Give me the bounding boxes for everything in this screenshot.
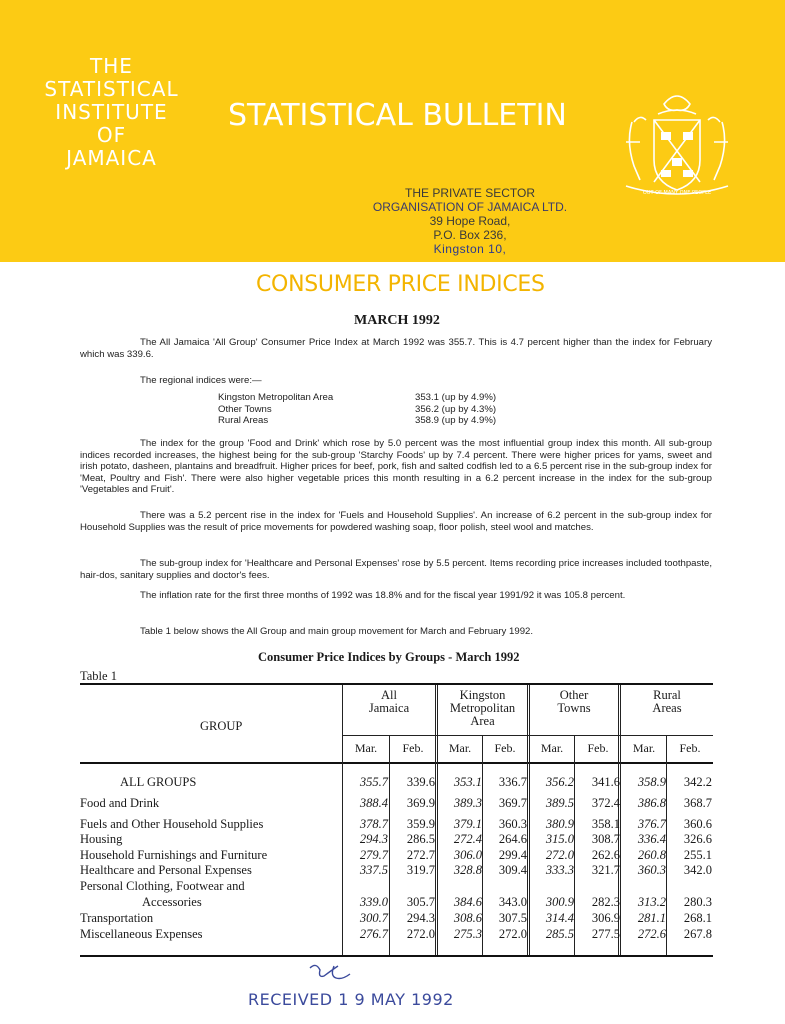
subheader-feb: Feb. xyxy=(402,741,424,755)
cell-february: 282.3 xyxy=(591,895,620,909)
row-label: Household Furnishings and Furniture xyxy=(80,848,268,862)
cell-february: 321.7 xyxy=(591,863,620,877)
table-row xyxy=(80,832,713,846)
institute-line: OF xyxy=(96,123,127,147)
table-row xyxy=(80,775,713,789)
address-line: ORGANISATION OF JAMAICA LTD. xyxy=(372,200,568,214)
table-row xyxy=(80,927,713,941)
table-row xyxy=(80,796,713,810)
cell-february: 339.6 xyxy=(406,775,435,789)
cell-march: 336.4 xyxy=(637,832,666,846)
cell-march: 294.3 xyxy=(359,832,388,846)
subheader-mar: Mar. xyxy=(354,741,378,755)
cell-february: 372.4 xyxy=(591,796,620,810)
bulletin-title: STATISTICAL BULLETIN xyxy=(228,98,567,133)
cell-march: 272.0 xyxy=(545,848,574,862)
subheader-mar: Mar. xyxy=(540,741,564,755)
cell-february: 272.0 xyxy=(406,927,435,941)
paragraph-healthcare: The sub-group index for 'Healthcare and Personal Expenses' rose by 5.5 percent. Items recording price increases included toothpaste, hair-dos, sanitary supplies and doctor's fees. xyxy=(80,558,712,581)
region-header-line: Other xyxy=(559,688,589,702)
paragraph-table-intro: Table 1 below shows the All Group and main group movement for March and February 1992. xyxy=(140,626,534,637)
cell-february: 307.5 xyxy=(498,911,527,925)
subheader-feb: Feb. xyxy=(679,741,701,755)
region-header-line: Area xyxy=(470,714,495,728)
cell-february: 299.4 xyxy=(498,848,527,862)
cell-february: 272.0 xyxy=(498,927,527,941)
table-rule-bottom xyxy=(80,955,713,957)
cell-march: 355.7 xyxy=(359,775,388,789)
crest-motto: OUT OF MANY ONE PEOPLE xyxy=(642,190,712,196)
row-label: Food and Drink xyxy=(80,796,160,810)
row-label: Transportation xyxy=(80,911,154,925)
cell-march: 313.2 xyxy=(637,895,666,909)
row-label: Personal Clothing, Footwear and xyxy=(80,879,245,893)
cell-february: 369.7 xyxy=(498,796,527,810)
cell-march: 300.7 xyxy=(359,911,388,925)
cell-february: 262.6 xyxy=(591,848,620,862)
address-line: P.O. Box 236, xyxy=(433,228,507,242)
cell-february: 369.9 xyxy=(406,796,435,810)
address-line: THE PRIVATE SECTOR xyxy=(404,186,536,200)
subheader-mar: Mar. xyxy=(448,741,472,755)
cell-march: 376.7 xyxy=(637,817,666,831)
region-header-all-jamaica xyxy=(343,689,435,715)
cell-february: 294.3 xyxy=(406,911,435,925)
institute-name xyxy=(24,55,199,170)
table-row xyxy=(80,879,713,893)
report-month: MARCH 1992 xyxy=(354,313,440,328)
cell-february: 360.3 xyxy=(498,817,527,831)
cell-march: 356.2 xyxy=(545,775,574,789)
cell-march: 281.1 xyxy=(637,911,666,925)
regional-row xyxy=(218,404,496,416)
cell-march: 315.0 xyxy=(545,832,574,846)
cell-february: 280.3 xyxy=(683,895,712,909)
addressee-stamp xyxy=(340,186,600,256)
region-header-line: All xyxy=(381,688,397,702)
region-header-line: Metropolitan xyxy=(449,701,516,715)
cell-march: 389.5 xyxy=(545,796,574,810)
institute-line: JAMAICA xyxy=(66,146,157,170)
paragraph-fuels: There was a 5.2 percent rise in the index for 'Fuels and Household Supplies'. An increase of 6.2 percent in the sub-group index for Household Supplies was the result of price movements for powdered washing soap, floor polish, steel wool and matches. xyxy=(80,510,712,533)
regional-row xyxy=(218,415,496,427)
address-line: Kingston 10, xyxy=(433,242,507,256)
cell-february: 343.0 xyxy=(498,895,527,909)
cell-march: 337.5 xyxy=(359,863,388,877)
cell-march: 339.0 xyxy=(359,895,388,909)
row-label: Housing xyxy=(80,832,123,846)
cell-february: 277.5 xyxy=(591,927,620,941)
cell-february: 360.6 xyxy=(683,817,712,831)
cell-march: 388.4 xyxy=(359,796,388,810)
region-header-kingston xyxy=(438,689,527,728)
row-label: ALL GROUPS xyxy=(120,775,197,789)
cell-march: 276.7 xyxy=(359,927,388,941)
region-header-line: Towns xyxy=(557,701,591,715)
cell-march: 308.6 xyxy=(453,911,482,925)
paragraph-food: The index for the group 'Food and Drink' which rose by 5.0 percent was the most influential group index this month. All sub-group indices recorded increases, the highest being for the sub-group 'Starchy Foods' up by 7.4 percent. There were higher prices for yams, sweet and irish potato, dasheen, plantains and breadfruit. Higher prices for beef, pork, fish and salted codfish led to a 6.5 percent rise in the sub-group index for 'Meat, Poultry and Fish'. There were also higher vegetable prices this month resulting in a 6.2 percent increase in the index for the sub-group 'Vegetables and Fruit'. xyxy=(80,438,712,495)
cell-march: 260.8 xyxy=(637,848,666,862)
regional-intro: The regional indices were:— xyxy=(140,375,262,386)
cell-february: 308.7 xyxy=(591,832,620,846)
cell-february: 342.0 xyxy=(683,863,712,877)
cell-march: 333.3 xyxy=(545,863,574,877)
cell-february: 305.7 xyxy=(406,895,435,909)
cell-february: 264.6 xyxy=(498,832,527,846)
region-header-other-towns xyxy=(530,689,618,715)
report-title: CONSUMER PRICE INDICES xyxy=(256,272,545,297)
region-header-line: Kingston xyxy=(459,688,506,702)
region-header-line: Rural xyxy=(653,688,681,702)
address-line: 39 Hope Road, xyxy=(429,214,511,228)
row-label: Healthcare and Personal Expenses xyxy=(80,863,252,877)
region-header-rural xyxy=(621,689,713,715)
cell-march: 384.6 xyxy=(453,895,482,909)
cell-march: 360.3 xyxy=(637,863,666,877)
row-label: Accessories xyxy=(142,895,202,909)
group-column-header: GROUP xyxy=(200,719,243,733)
cell-march: 379.1 xyxy=(453,817,482,831)
table-row xyxy=(80,911,713,925)
coat-of-arms-icon xyxy=(612,82,742,202)
paragraph-summary: The All Jamaica 'All Group' Consumer Price Index at March 1992 was 355.7. This is 4.7 percent higher than the index for February which was 339.6. xyxy=(80,337,712,360)
cell-february: 272.7 xyxy=(406,848,435,862)
cell-march: 279.7 xyxy=(359,848,388,862)
subheader-mar: Mar. xyxy=(632,741,656,755)
row-label: Miscellaneous Expenses xyxy=(80,927,203,941)
table-row xyxy=(80,895,713,909)
cell-february: 336.7 xyxy=(498,775,527,789)
cell-february: 255.1 xyxy=(683,848,712,862)
institute-line: THE xyxy=(90,54,133,78)
handwritten-initials xyxy=(306,960,356,986)
cell-march: 275.3 xyxy=(453,927,482,941)
row-label: Fuels and Other Household Supplies xyxy=(80,817,264,831)
cell-february: 326.6 xyxy=(683,832,712,846)
cell-february: 341.6 xyxy=(591,775,620,789)
cell-february: 309.4 xyxy=(498,863,527,877)
cell-february: 368.7 xyxy=(683,796,712,810)
region-value: 358.9 (up by 4.9%) xyxy=(415,415,497,427)
table-label: Table 1 xyxy=(80,669,117,683)
cell-february: 286.5 xyxy=(406,832,435,846)
region-name: Other Towns xyxy=(218,403,272,415)
table-row xyxy=(80,817,713,831)
cell-february: 359.9 xyxy=(406,817,435,831)
cell-march: 300.9 xyxy=(545,895,574,909)
regional-row xyxy=(218,392,496,404)
institute-line: STATISTICAL xyxy=(44,77,179,101)
cell-march: 380.9 xyxy=(545,817,574,831)
cell-march: 306.0 xyxy=(453,848,482,862)
cell-february: 319.7 xyxy=(406,863,435,877)
cell-march: 272.6 xyxy=(637,927,666,941)
cell-march: 314.4 xyxy=(545,911,574,925)
regional-indices xyxy=(218,392,496,427)
cell-march: 353.1 xyxy=(453,775,482,789)
cell-february: 306.9 xyxy=(591,911,620,925)
header-subrule xyxy=(342,735,713,736)
region-value: 353.1 (up by 4.9%) xyxy=(415,392,497,403)
region-value: 356.2 (up by 4.3%) xyxy=(415,403,497,415)
table-row xyxy=(80,848,713,862)
institute-line: INSTITUTE xyxy=(55,100,168,124)
subheader-feb: Feb. xyxy=(494,741,516,755)
cell-march: 328.8 xyxy=(453,863,482,877)
table-title: Consumer Price Indices by Groups - March 1992 xyxy=(258,650,520,664)
cell-february: 267.8 xyxy=(683,927,712,941)
received-stamp: RECEIVED 1 9 MAY 1992 xyxy=(248,990,454,1009)
cell-march: 358.9 xyxy=(637,775,666,789)
cell-march: 272.4 xyxy=(453,832,482,846)
region-name: Kingston Metropolitan Area xyxy=(218,392,334,403)
cell-february: 342.2 xyxy=(683,775,712,789)
cell-march: 389.3 xyxy=(453,796,482,810)
cell-february: 358.1 xyxy=(591,817,620,831)
cell-february: 268.1 xyxy=(683,911,712,925)
region-header-line: Areas xyxy=(652,701,682,715)
cell-march: 386.8 xyxy=(637,796,666,810)
cell-march: 285.5 xyxy=(545,927,574,941)
region-name: Rural Areas xyxy=(218,415,269,427)
table-row xyxy=(80,863,713,877)
paragraph-inflation: The inflation rate for the first three months of 1992 was 18.8% and for the fiscal year 1991/92 it was 105.8 percent. xyxy=(140,590,626,601)
cell-march: 378.7 xyxy=(359,817,388,831)
region-header-line: Jamaica xyxy=(368,701,410,715)
subheader-feb: Feb. xyxy=(587,741,609,755)
